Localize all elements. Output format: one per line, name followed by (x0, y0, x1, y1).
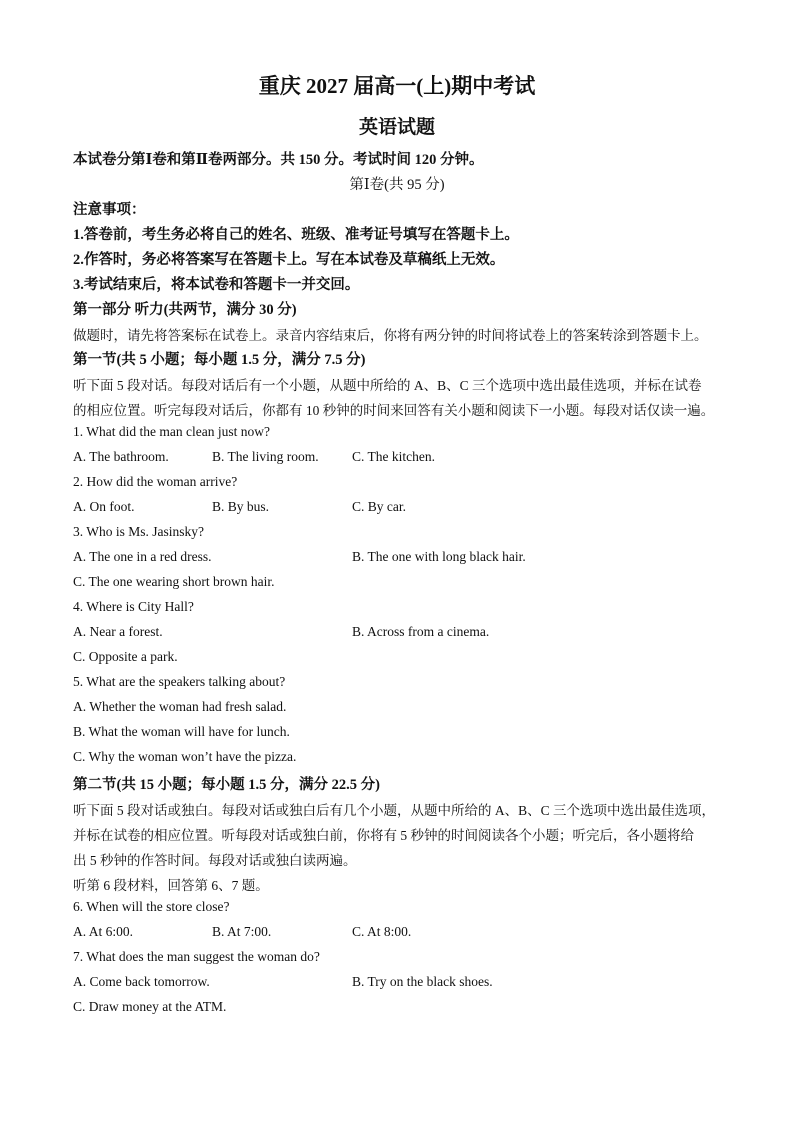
answer-option: A. The one in a red dress. (73, 549, 212, 564)
section2-instruction: 听下面 5 段对话或独白。每段对话或独白后有几个小题，从题中所给的 A、B、C 三个选项中选出最佳选项， (73, 803, 716, 818)
exam-intro: 本试卷分第Ⅰ卷和第Ⅱ卷两部分。共 150 分。考试时间 120 分钟。 (73, 152, 484, 168)
section1-instruction: 听下面 5 段对话。每段对话后有一个小题，从题中所给的 A、B、C 三个选项中选出最佳选项，并标在试卷 (73, 378, 702, 393)
notice-item: 1.答卷前，考生务必将自己的姓名、班级、准考证号填写在答题卡上。 (73, 227, 519, 243)
answer-option: B. The living room. (212, 449, 319, 464)
question-text: 2. How did the woman arrive? (73, 474, 238, 489)
answer-option: C. At 8:00. (352, 924, 412, 939)
section2-heading: 第二节(共 15 小题；每小题 1.5 分，满分 22.5 分) (73, 777, 380, 793)
notice-item: 3.考试结束后，将本试卷和答题卡一并交回。 (73, 277, 360, 293)
answer-option: B. Across from a cinema. (352, 624, 490, 639)
question-text: 6. When will the store close? (73, 899, 230, 914)
answer-option: B. Try on the black shoes. (352, 974, 493, 989)
answer-option: B. What the woman will have for lunch. (73, 724, 290, 739)
answer-option: C. Draw money at the ATM. (73, 999, 227, 1014)
answer-option: A. The bathroom. (73, 449, 169, 464)
part1-instruction: 做题时，请先将答案标在试卷上。录音内容结束后，你将有两分钟的时间将试卷上的答案转涂到答题卡上。 (73, 328, 708, 343)
answer-option: C. Opposite a park. (73, 649, 178, 664)
material-note: 听第 6 段材料，回答第 6、7 题。 (73, 878, 269, 893)
volume-heading: 第Ⅰ卷(共 95 分) (349, 177, 445, 193)
part1-heading: 第一部分 听力(共两节，满分 30 分) (73, 302, 297, 318)
answer-option: A. Near a forest. (73, 624, 163, 639)
question-text: 5. What are the speakers talking about? (73, 674, 286, 689)
answer-option: B. The one with long black hair. (352, 549, 526, 564)
answer-option: C. The kitchen. (352, 449, 435, 464)
question-text: 3. Who is Ms. Jasinsky? (73, 524, 205, 539)
question-text: 1. What did the man clean just now? (73, 424, 270, 439)
answer-option: B. By bus. (212, 499, 270, 514)
exam-subtitle: 英语试题 (358, 117, 435, 138)
answer-option: C. By car. (352, 499, 406, 514)
answer-option: A. Come back tomorrow. (73, 974, 210, 989)
answer-option: A. Whether the woman had fresh salad. (73, 699, 287, 714)
section2-instruction: 出 5 秒钟的作答时间。每段对话或独白读两遍。 (73, 853, 357, 868)
exam-title: 重庆 2027 届高一(上)期中考试 (258, 74, 536, 98)
section1-instruction: 的相应位置。听完每段对话后，你都有 10 秒钟的时间来回答有关小题和阅读下一小题。每段对话仅读一遍。 (73, 403, 715, 418)
section2-instruction: 并标在试卷的相应位置。听每段对话或独白前，你将有 5 秒钟的时间阅读各个小题；听完后，各小题将给 (73, 828, 694, 843)
question-text: 4. Where is City Hall? (73, 599, 194, 614)
notice-heading: 注意事项： (73, 202, 146, 218)
answer-option: B. At 7:00. (212, 924, 272, 939)
question-text: 7. What does the man suggest the woman do? (73, 949, 320, 964)
answer-option: C. Why the woman won’t have the pizza. (73, 749, 297, 764)
answer-option: A. On foot. (73, 499, 135, 514)
answer-option: C. The one wearing short brown hair. (73, 574, 275, 589)
notice-item: 2.作答时，务必将答案写在答题卡上。写在本试卷及草稿纸上无效。 (73, 252, 505, 268)
answer-option: A. At 6:00. (73, 924, 134, 939)
section1-heading: 第一节(共 5 小题；每小题 1.5 分，满分 7.5 分) (73, 352, 366, 368)
